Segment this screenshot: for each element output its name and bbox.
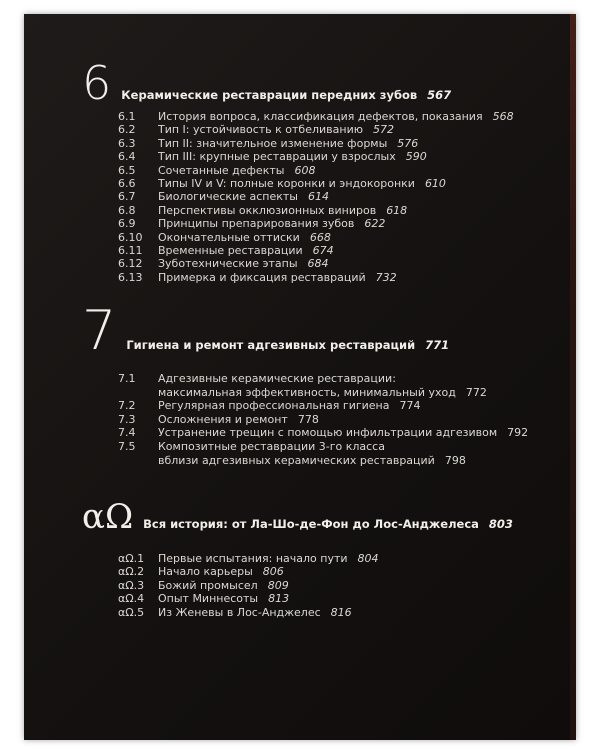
section-number: αΩ.5 [118, 605, 145, 619]
book-page [24, 14, 576, 740]
section-number: 6.2 [118, 123, 136, 137]
section-page: 813 [268, 592, 290, 606]
toc-entry[interactable] [118, 579, 552, 592]
section-title: История вопроса, классификация дефектов, показания [158, 110, 483, 123]
section-title: Первые испытания: начало пути [158, 552, 348, 565]
section-number: 6.10 [118, 230, 143, 244]
section-title: Осложнения и ремонт [158, 412, 288, 426]
section-page: 614 [307, 190, 329, 204]
section-number: 7.2 [118, 399, 136, 413]
section-page: 806 [262, 565, 284, 579]
toc-entry[interactable] [118, 413, 552, 427]
section-page: 816 [330, 605, 352, 619]
chapter-6-sections [118, 110, 552, 284]
section-page: 684 [307, 257, 329, 271]
section-number: 6.1 [118, 110, 136, 123]
toc-entry[interactable] [118, 231, 552, 244]
section-title-line-2: максимальная эффективность, минимальный уход [158, 385, 456, 399]
section-page: 610 [424, 177, 446, 191]
chapter-7-heading[interactable] [82, 299, 450, 362]
section-number: αΩ.1 [118, 552, 145, 565]
section-title: Из Женевы в Лос-Анджелес [158, 605, 321, 619]
section-page: 576 [397, 136, 419, 150]
section-page: 608 [294, 163, 316, 177]
section-page: 572 [372, 123, 394, 137]
section-title: Перспективы окклюзионных виниров [158, 203, 377, 217]
section-title: Зуботехнические этапы [158, 257, 298, 271]
section-page: 798 [444, 453, 466, 467]
section-title: Типы IV и V: полные коронки и эндокоронки [158, 177, 415, 191]
section-title: Регулярная профессиональная гигиена [158, 399, 390, 413]
section-number: 6.4 [118, 150, 136, 164]
toc-entry[interactable] [118, 190, 552, 203]
chapter-alpha-omega-heading[interactable] [82, 497, 513, 537]
toc-entry[interactable] [118, 164, 552, 177]
section-page: 774 [399, 399, 421, 413]
toc-entry[interactable] [118, 110, 552, 123]
section-number: 6.3 [118, 136, 136, 150]
section-number: 6.6 [118, 177, 136, 191]
toc-entry[interactable] [118, 426, 552, 440]
toc-entry[interactable] [118, 150, 552, 163]
section-title: Временные реставрации [158, 244, 303, 258]
section-page: 732 [375, 270, 397, 284]
section-number: 6.5 [118, 163, 136, 177]
section-number: 6.12 [118, 257, 143, 271]
toc-entry[interactable] [118, 137, 552, 150]
chapter-page: 771 [425, 338, 450, 352]
section-number: 6.13 [118, 270, 143, 284]
section-title: Устранение трещин с помощью инфильтрации адгезивом [158, 426, 498, 440]
section-title: Окончательные оттиски [158, 230, 300, 244]
toc-entry[interactable] [118, 372, 552, 399]
chapter-title: Керамические реставрации передних зубов [121, 88, 418, 102]
section-number: 6.9 [118, 217, 136, 231]
chapter-title: Гигиена и ремонт адгезивных реставраций [126, 338, 416, 352]
toc-entry[interactable] [118, 217, 552, 230]
section-page: 590 [405, 150, 427, 164]
chapter-7-sections [118, 372, 552, 467]
toc-entry[interactable] [118, 565, 552, 578]
chapter-page: 803 [488, 517, 513, 531]
section-page: 778 [297, 412, 319, 426]
section-title: Сочетанные дефекты [158, 163, 285, 177]
section-page: 618 [386, 203, 408, 217]
section-number: αΩ.3 [118, 578, 145, 592]
toc-entry[interactable] [118, 271, 552, 284]
toc-entry[interactable] [118, 552, 552, 565]
section-page: 772 [465, 385, 487, 399]
section-number: 6.8 [118, 203, 136, 217]
section-title: Начало карьеры [158, 565, 253, 579]
section-page: 809 [267, 578, 289, 592]
section-page: 804 [357, 552, 379, 565]
toc-entry[interactable] [118, 177, 552, 190]
toc-entry[interactable] [118, 204, 552, 217]
section-number: αΩ.4 [118, 592, 145, 606]
toc-entry[interactable] [118, 257, 552, 270]
toc-entry[interactable] [118, 440, 552, 467]
chapter-number: 6 [82, 56, 112, 110]
section-title: Божий промысел [158, 578, 258, 592]
section-number: 7.4 [118, 426, 136, 440]
toc-entry[interactable] [118, 244, 552, 257]
section-number: 7.3 [118, 412, 136, 426]
section-number: 6.11 [118, 244, 143, 258]
section-number: 7.1 [118, 372, 136, 385]
section-number: 7.5 [118, 439, 136, 453]
section-title-line-1: Адгезивные керамические реставрации: [158, 372, 396, 385]
section-title: Тип I: устойчивость к отбеливанию [158, 123, 363, 137]
section-title: Биологические аспекты [158, 190, 298, 204]
chapter-alpha-omega-sections [118, 552, 552, 619]
section-title-line-2: вблизи адгезивных керамических реставраций [158, 453, 435, 467]
section-title: Тип II: значительное изменение формы [158, 136, 388, 150]
chapter-number: 7 [82, 299, 117, 362]
section-title: Тип III: крупные реставрации у взрослых [158, 150, 396, 164]
toc-entry[interactable] [118, 399, 552, 413]
section-title-line-1: Композитные реставрации 3-го класса [158, 439, 385, 453]
chapter-title: Вся история: от Ла-Шо-де-Фон до Лос-Анджелеса [143, 517, 479, 531]
toc-entry[interactable] [118, 606, 552, 619]
toc-entry[interactable] [118, 592, 552, 605]
section-number: 6.7 [118, 190, 136, 204]
toc-entry[interactable] [118, 123, 552, 136]
section-title: Опыт Миннесоты [158, 592, 259, 606]
chapter-6-heading[interactable] [82, 56, 452, 110]
section-page: 674 [312, 244, 334, 258]
section-title: Принципы препарирования зубов [158, 217, 355, 231]
section-page: 568 [492, 110, 514, 123]
section-page: 622 [364, 217, 386, 231]
section-number: αΩ.2 [118, 565, 145, 579]
section-title: Примерка и фиксация реставраций [158, 270, 366, 284]
chapter-number: αΩ [82, 497, 134, 537]
chapter-page: 567 [427, 88, 452, 102]
section-page: 668 [309, 230, 331, 244]
section-page: 792 [507, 426, 529, 440]
